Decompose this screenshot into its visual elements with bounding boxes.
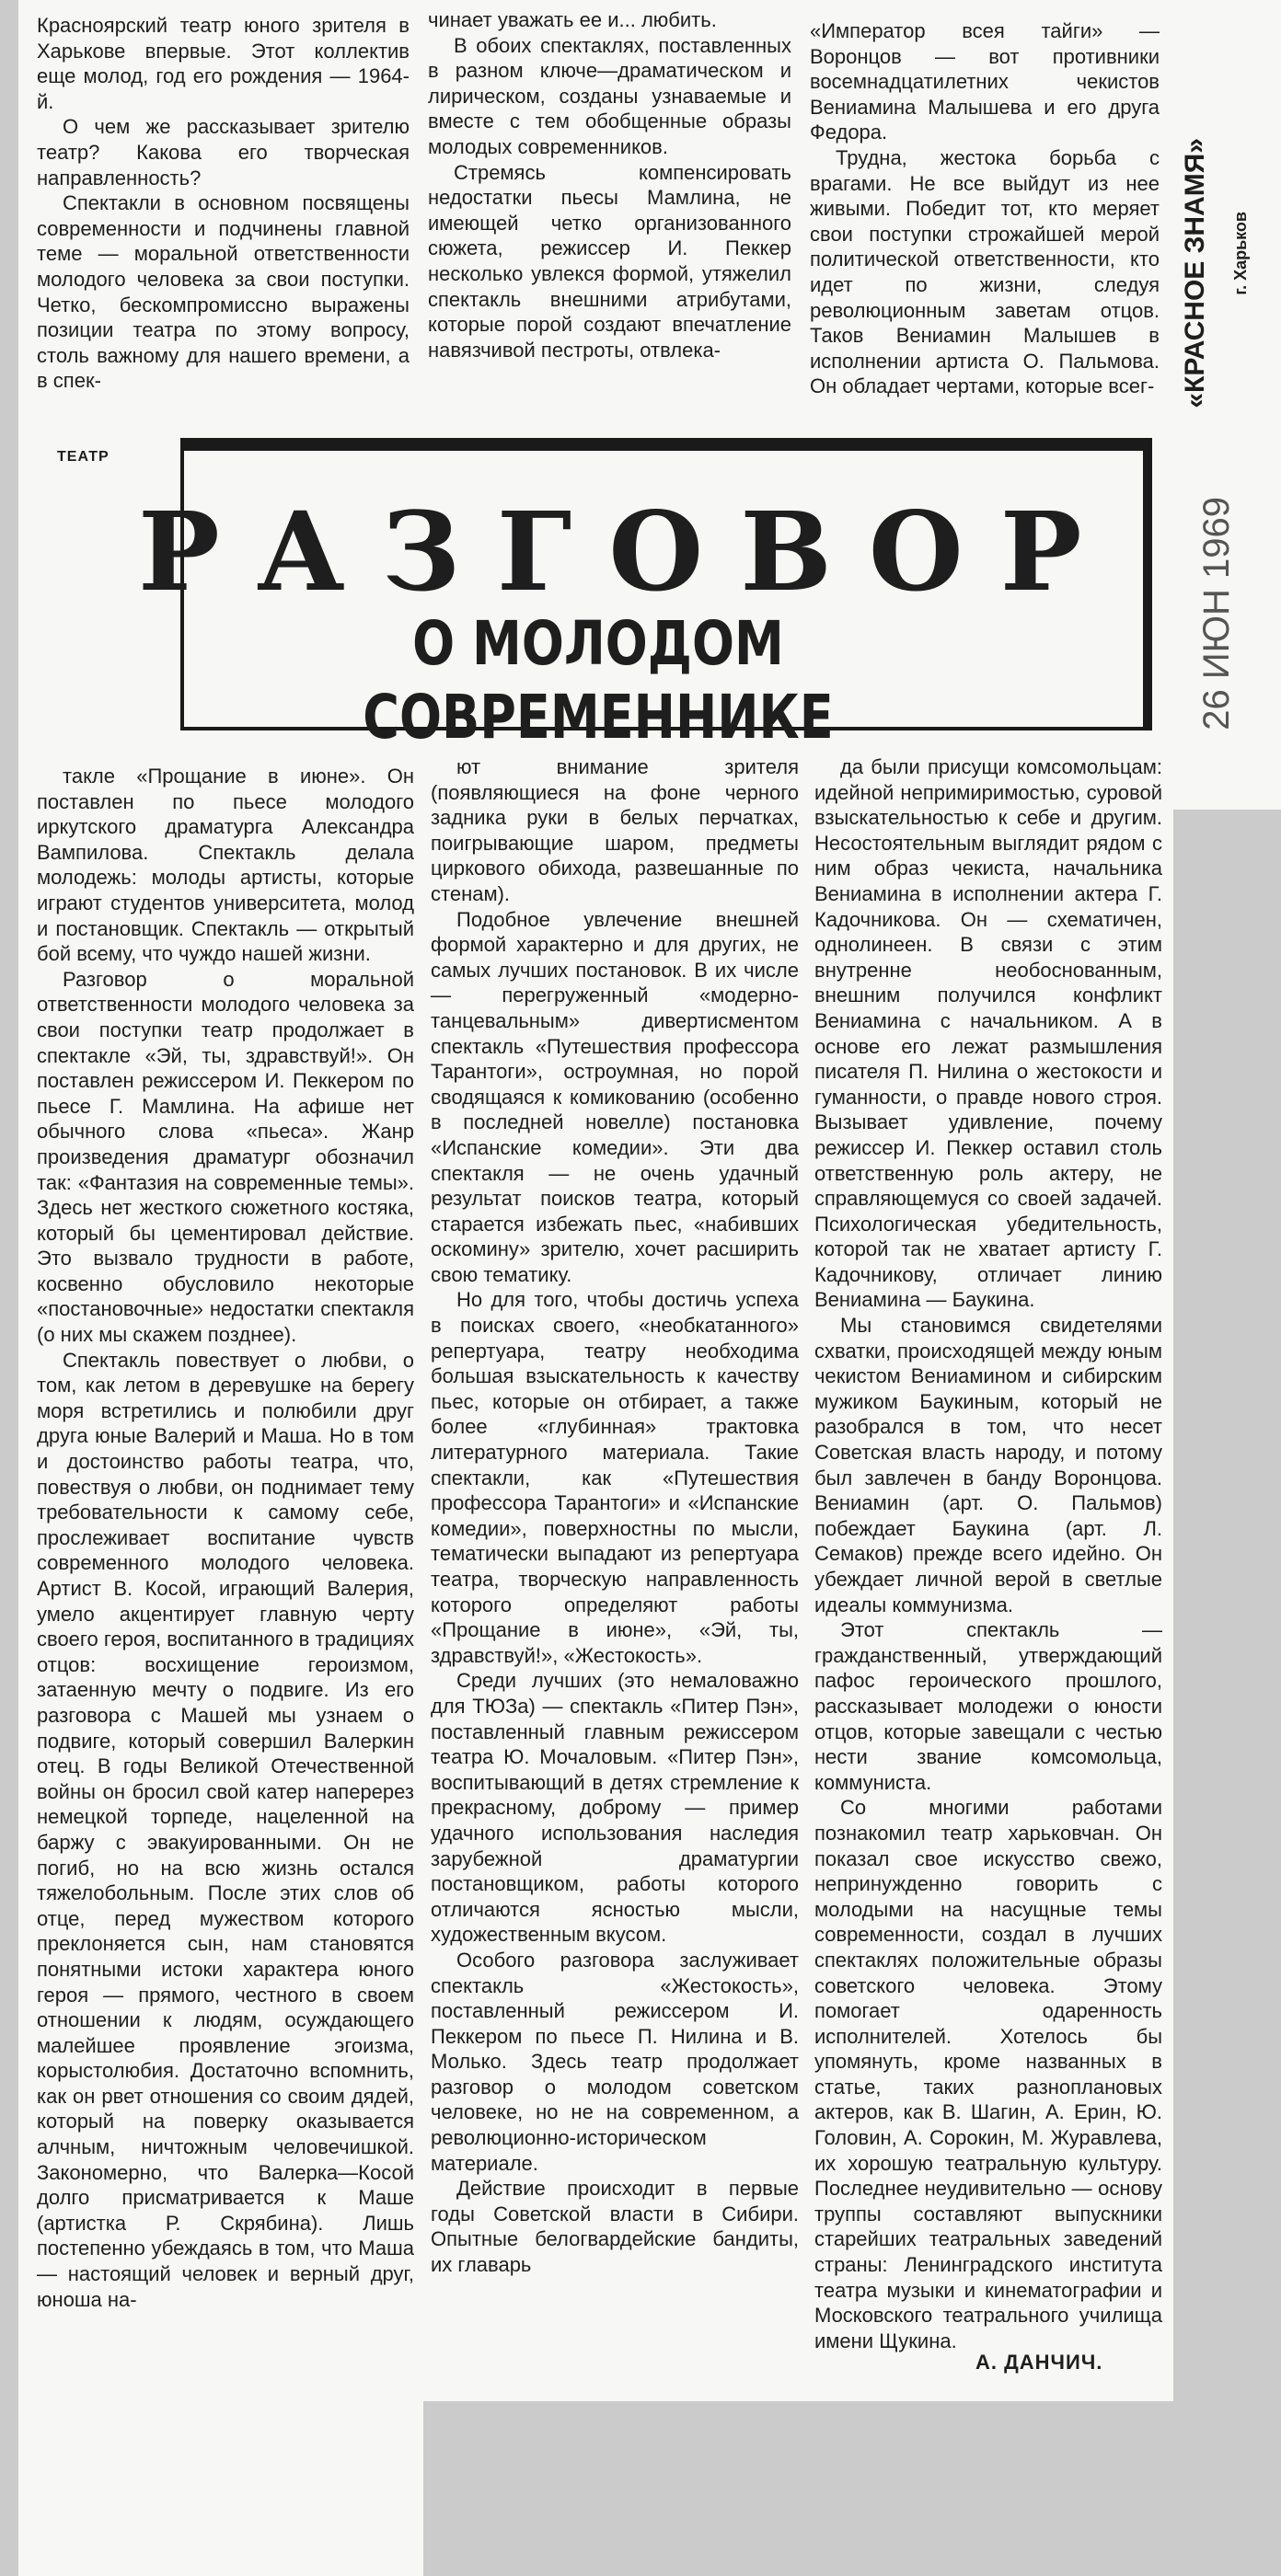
paragraph: Стремясь компенсировать недостатки пьесы Мамлина, не имеющей четко организованного сюжета, режиссер И. Пеккер несколько увлекся формой, утяжелил спектакль внешними атрибутами, которые порой создают впечатление навязчивой пестроты, отвлека-: [428, 160, 791, 362]
paragraph: Действие происходит в первые годы Советской власти в Сибири. Опытные белогвардейские бандиты, их главарь: [431, 2177, 799, 2277]
paragraph: Красноярский театр юного зрителя в Харькове впервые. Этот коллектив еще молод, год его рождения — 1964-й.: [37, 14, 410, 113]
paragraph: «Император всея тайги» — Воронцов — вот противники восемнадцатилетних чекистов Вениамина Малышева и его друга Федора.: [810, 19, 1160, 144]
paragraph: Спектакль повествует о любви, о том, как летом в деревушке на берегу моря встретились и полюбили друг друга юные Валерий и Маша. Но в том и достоинство работы театра, что, повествуя о любви, он поднимает тему требовательности к самому себе, прослеживает воспитание чувств современного молодого человека. Артист В. Косой, играющий Валерия, умело акцентирует главную черту своего героя, воспитанного в традициях отцов: восхищение героизмом, затаенную мечту о подвиге. Из его разговора с Машей мы узнаем о подвиге, который совершил Валеркин отец. В годы Великой Отечественной войны он бросил свой катер наперерез немецкой торпеде, нацеленной на баржу с эвакуированными. Он не погиб, но на всю жизнь остался тяжелобольным. После этих слов об отце, перед мужеством которого преклоняется сын, нам становятся понятными истоки характера юного героя — прямого, честного в своем отношении к людям, осуждающего малейшее проявление эгоизма, корыстолюбия. Достаточно вспомнить, как он рвет отношения со своим дядей, который на поверку оказывается алчным, ничтожным человечишкой. Закономерно, что Валерка—Косой долго присматривается к Маше (артистка Р. Скрябина). Лишь постепенно убеждаясь в том, что Маша — настоящий человек и верный друг, юноша на-: [37, 1348, 414, 2311]
bottom-column-2: [431, 754, 799, 2502]
paragraph: О чем же рассказывает зрителю театр? Какова его творческая направленность?: [37, 115, 410, 190]
author-signature: А. ДАНЧИЧ.: [975, 2351, 1103, 2374]
headline-subtitle: О МОЛОДОМ СОВРЕМЕННИКЕ: [363, 608, 834, 753]
paragraph: Трудна, жестока борьба с врагами. Не все выйдут из нее живыми. Победит тот, кто меряет свои поступки строжайшей мерой политической ответственности, кто идет по жизни, следуя революционным заветам отцов. Таков Вениамин Малышев в исполнении артиста О. Пальмова. Он обладает чертами, которые всег-: [810, 145, 1160, 398]
paragraph: Особого разговора заслуживает спектакль «Жестокость», поставленный режиссером И. Пеккером по пьесе П. Нилина и В. Молько. Здесь театр продолжает разговор о молодом советском человеке, но не на современном, а революционно-историческом материале.: [431, 1948, 799, 2175]
headline-title: РАЗГОВОР: [138, 488, 1119, 615]
city-stamp: г. Харьков: [1231, 212, 1250, 295]
newspaper-stamp: «КРАСНОЕ ЗНАМЯ»: [1180, 138, 1210, 408]
paragraph: Среди лучших (это немаловажно для ТЮЗа) — спектакль «Питер Пэн», поставленный главным режиссером театра Ю. Мочаловым. «Питер Пэн», воспитывающий в детях стремление к прекрасному, доброму — пример удачного использования наследия зарубежной драматургии постановщиком, работы которого отличаются ясностью мысли, художественным вкусом.: [431, 1669, 799, 1947]
paragraph: Подобное увлечение внешней формой характерно и для других, не самых лучших постановок. В их числе — перегруженный «модерно-танцевальным» дивертисментом спектакль «Путешествия профессора Тарантоги», остроумная, но порой сводящаяся к комикованию (особенно в последней новелле) постановка «Испанские комедии». Эти два спектакля — не очень удачный результат поисков театра, который старается избежать пьес, «набивших оскомину» зрителю, хочет расширить свою тематику.: [431, 907, 799, 1286]
paragraph: ют внимание зрителя (появляющиеся на фоне черного задника руки в белых перчатках, поигрывающие шаром, предметы циркового обихода, развешанные по стенам).: [431, 755, 799, 905]
date-stamp: 26 ИЮН 1969: [1196, 497, 1237, 730]
section-label: ТЕАТР: [57, 449, 110, 465]
paragraph: да были присущи комсомольцам: идейной непримиримостью, суровой взыскательностью к себе и другим. Несостоятельным выглядит рядом с ним образ чекиста, начальника Вениамина в исполнении актера Г. Кадочникова. Он — схематичен, однолинеен. В связи с этим внутренне необоснованным, внешним получился конфликт Вениамина с начальником. А в основе его лежат размышления писателя П. Нилина о жестокости и гуманности, о правде нового строя. Вызывает удивление, почему режиссер И. Пеккер оставил столь ответственную роль актеру, не справляющемуся со своей задачей. Психологическая убедительность, которой так не хватает артисту Г. Кадочникову, отличает линию Вениамина — Баукина.: [814, 755, 1162, 1312]
top-column-3: [810, 18, 1160, 418]
paragraph: Этот спектакль — гражданственный, утверждающий пафос героического прошлого, рассказывает молодежи о юности отцов, которые завещали с честью нести звание комсомольца, коммуниста.: [814, 1618, 1162, 1794]
paragraph: такле «Прощание в июне». Он поставлен по пьесе молодого иркутского драматурга Александра Вампилова. Спектакль делала молодежь: молоды артисты, которые играют студентов университета, молод и постановщик. Спектакль — открытый бой всему, что чуждо нашей жизни.: [37, 765, 414, 966]
paragraph: Разговор о моральной ответственности молодого человека за свои поступки театр продолжает в спектакле «Эй, ты, здравствуй!». Он поставлен режиссером И. Пеккером по пьесе Г. Мамлина. На афише нет обычного слова «пьеса». Жанр произведения драматург обозначил так: «Фантазия на современные темы». Здесь нет жесткого сюжетного костяка, который бы цементировал действие. Это вызвало трудности в работе, косвенно обусловило некоторые «постановочные» недостатки спектакля (о них мы скажем позднее).: [37, 967, 414, 1347]
paragraph: Мы становимся свидетелями схватки, происходящей между юным чекистом Вениамином и сибирским мужиком Баукиным, который не разобрался в том, что несет Советская власть народу, и потому был завлечен в банду Воронцова. Вениамин (арт. О. Пальмов) побеждает Баукина (арт. Л. Семаков) прежде всего идейно. Он убеждает личной верой в светлые идеалы коммунизма.: [814, 1314, 1162, 1616]
paragraph: В обоих спектаклях, поставленных в разном ключе—драматическом и лирическом, созданы узнаваемые и вместе с тем обобщенные образы молодых современников.: [428, 33, 791, 158]
top-column-2: [428, 7, 791, 418]
paragraph: чинает уважать ее и... любить.: [428, 8, 717, 31]
bottom-column-1: [37, 764, 414, 2576]
paragraph: Но для того, чтобы достичь успеха в поисках своего, «необкатанного» репертуара, театру необходима большая взыскательность к качеству пьес, которые он отбирает, а также более «глубинная» трактовка литературного материала. Такие спектакли, как «Путешествия профессора Тарантоги» и «Испанские комедии», поверхностны по мысли, тематически выпадают из репертуара театра, творческую направленность которого определяют работы «Прощание в июне», «Эй, ты, здравствуй!», «Жестокость».: [431, 1288, 799, 1667]
bottom-column-3: [814, 754, 1162, 2352]
paragraph: Со многими работами познакомил театр харьковчан. Он показал свое искусство свежо, непринужденно говорить с молодыми на насущные темы современности, создал в лучших спектаклях положительные образы советского человека. Этому помогает одаренность исполнителей. Хотелось бы упомянуть, кроме названных в статье, таких разноплановых актеров, как В. Шагин, А. Ерин, Ю. Головин, А. Сорокин, М. Журавлева, их хорошую театральную культуру. Последнее неудивительно — основу труппы составляют выпускники старейших театральных заведений страны: Ленинградского института театра музыки и кинематографии и Московского театрального училища имени Щукина.: [814, 1796, 1162, 2352]
paragraph: Спектакли в основном посвящены современности и подчинены главной теме — моральной ответственности молодого человека за свои поступки. Четко, бескомпромиссно выражены позиции театра по этому вопросу, столь важному для нашего времени, а в спек-: [37, 191, 410, 393]
top-column-1: [37, 13, 410, 418]
